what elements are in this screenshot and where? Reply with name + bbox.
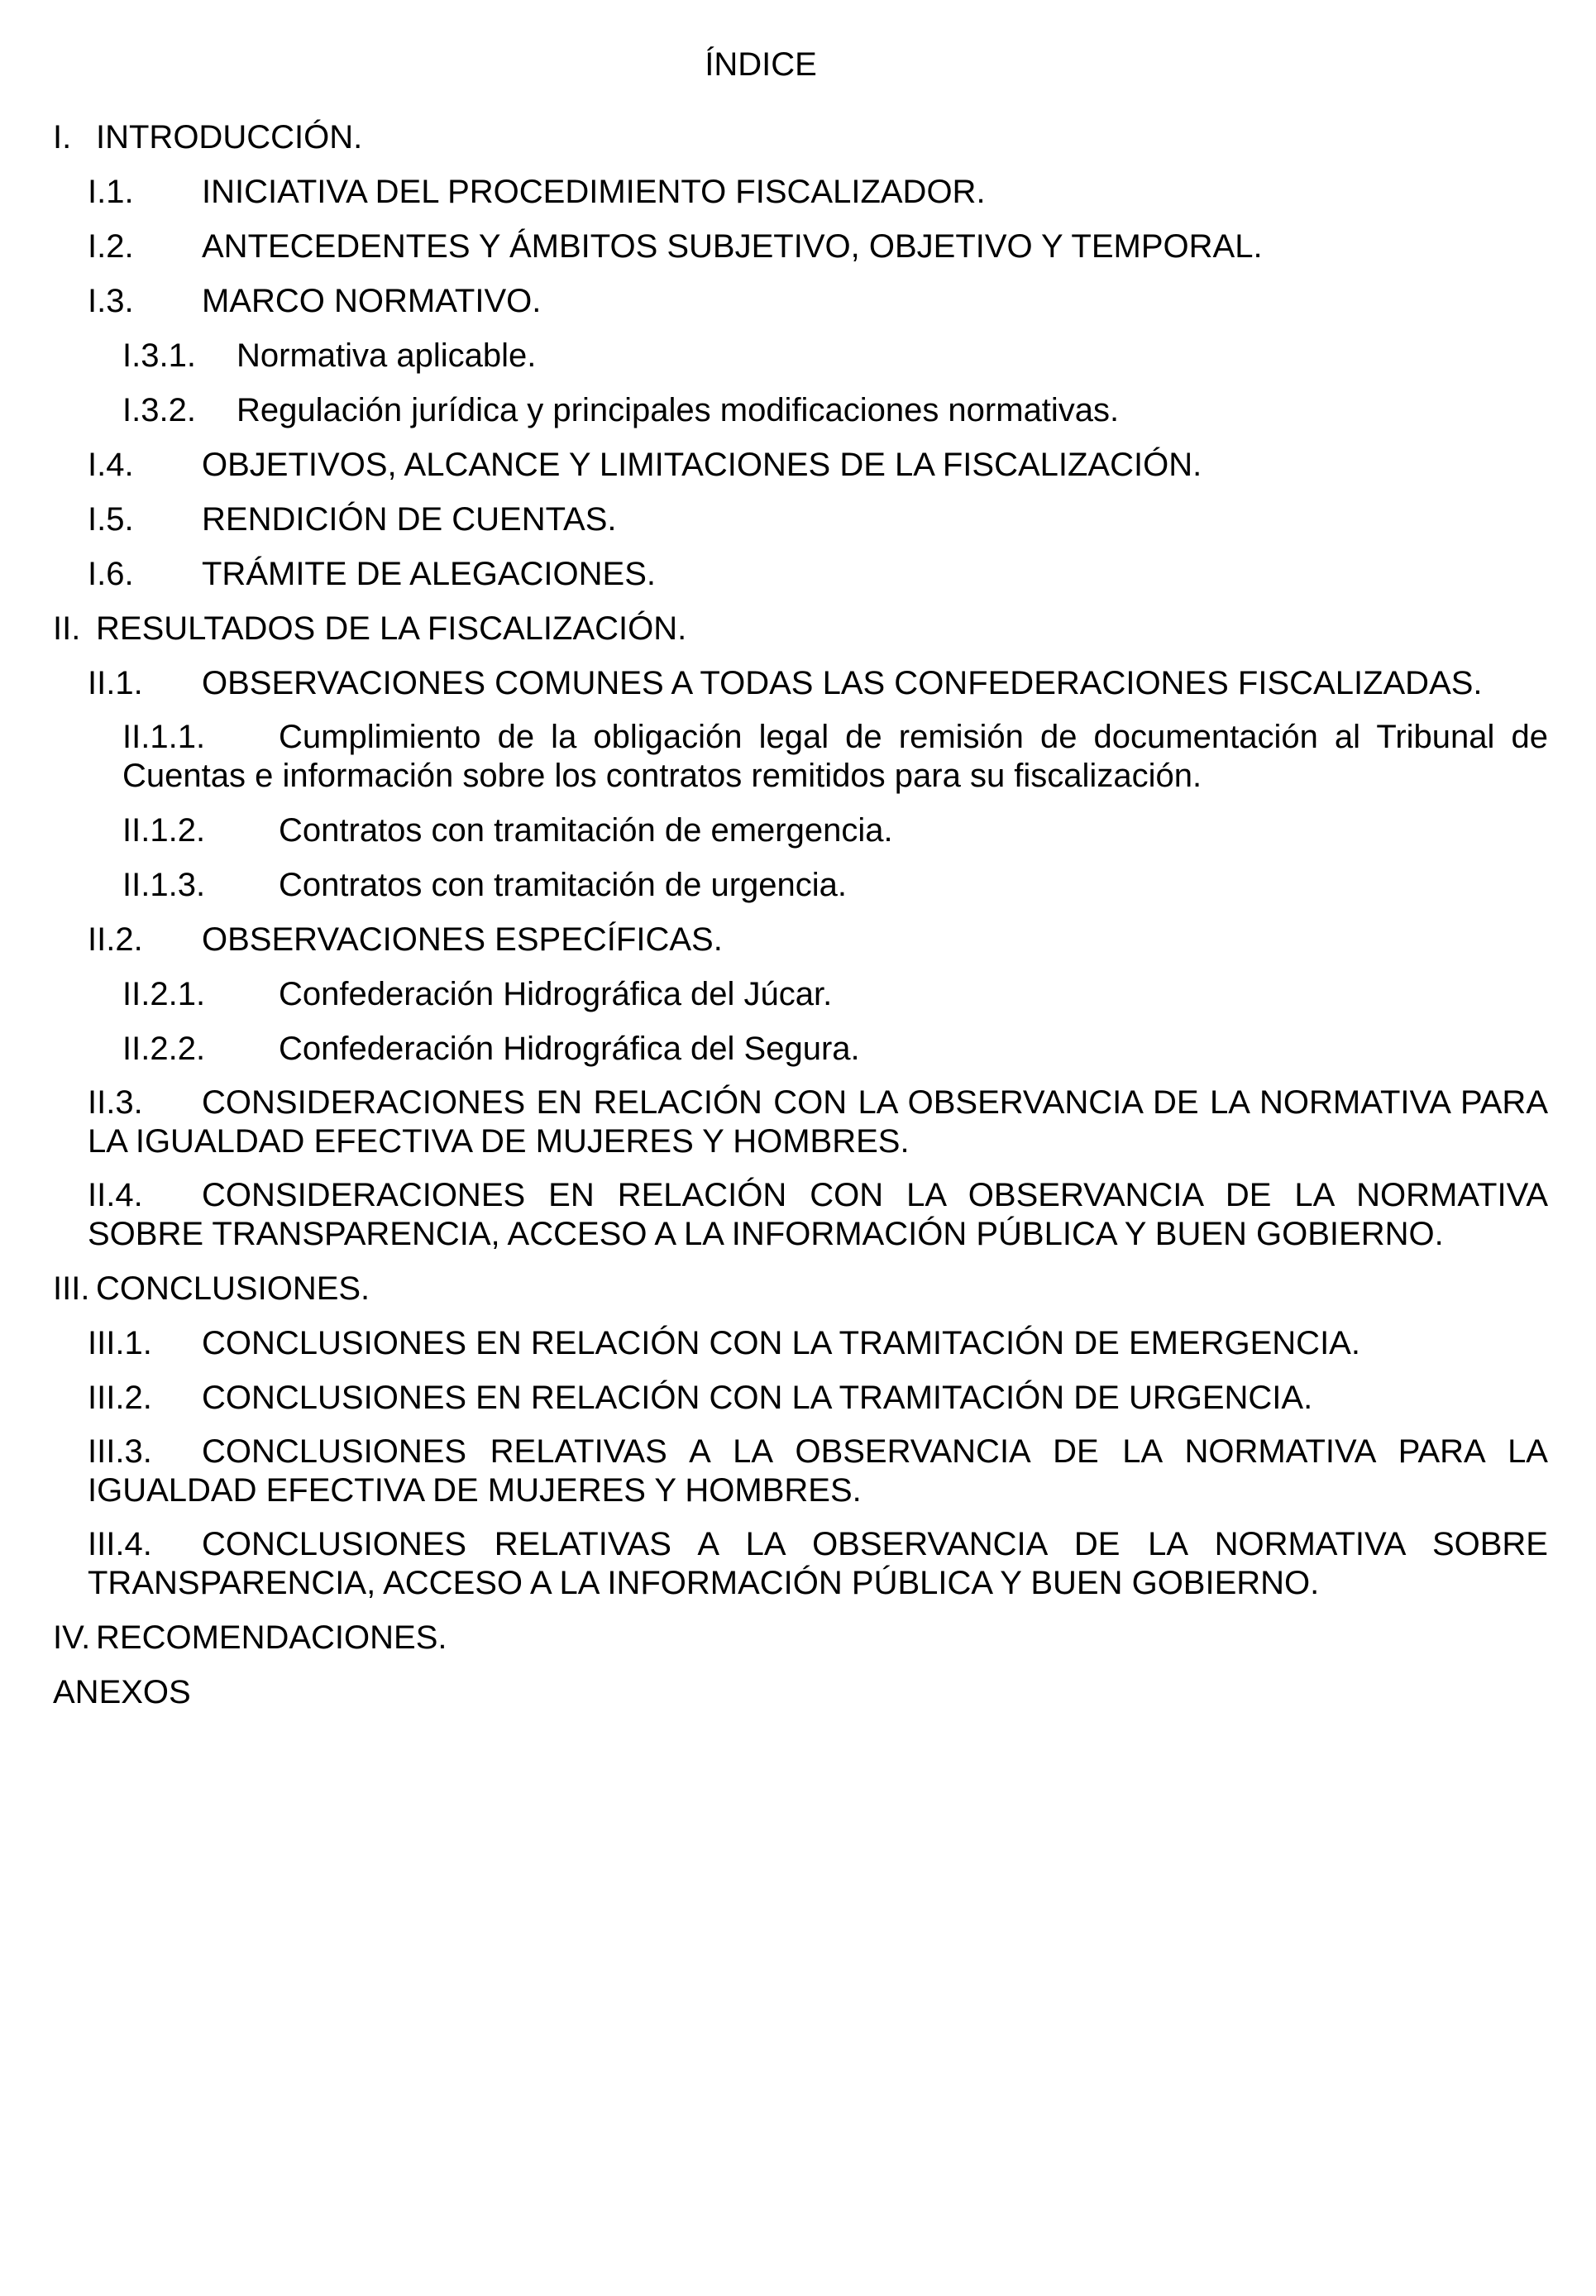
toc-entry-text: CONCLUSIONES EN RELACIÓN CON LA TRAMITACIÓN DE URGENCIA. [202, 1380, 1313, 1416]
toc-entry-text: Normativa aplicable. [237, 337, 537, 374]
toc-entry-jucar [53, 974, 1548, 1014]
toc-entry-text: Regulación jurídica y principales modificaciones normativas. [237, 392, 1120, 428]
toc-entry-text: RECOMENDACIONES. [96, 1619, 447, 1656]
toc-entry-text: ANTECEDENTES Y ÁMBITOS SUBJETIVO, OBJETIVO Y TEMPORAL. [202, 228, 1263, 265]
toc-entry-igualdad [53, 1083, 1548, 1161]
toc-entry-number: I.3.1. [122, 337, 196, 374]
toc-entry-text: CONSIDERACIONES EN RELACIÓN CON LA OBSERVANCIA DE LA NORMATIVA PARA LA IGUALDAD EFECTIVA DE MUJERES Y HOMBRES. [88, 1084, 1548, 1160]
toc-entry-segura [53, 1029, 1548, 1069]
table-of-contents [53, 117, 1548, 1727]
toc-entry-conclusiones-transparencia [53, 1525, 1548, 1603]
toc-entry-introduccion [53, 117, 1548, 157]
toc-entry-text: Contratos con tramitación de urgencia. [279, 867, 848, 903]
toc-entry-text: RESULTADOS DE LA FISCALIZACIÓN. [96, 610, 687, 647]
toc-entry-conclusiones-igualdad [53, 1433, 1548, 1510]
toc-entry-objetivos [53, 445, 1548, 485]
toc-entry-number: II.2. [88, 921, 143, 958]
toc-entry-number: II.4. [88, 1177, 143, 1213]
toc-entry-text: Cumplimiento de la obligación legal de remisión de documentación al Tribunal de Cuentas e información sobre los contratos remitidos para su fiscalización. [122, 719, 1548, 794]
toc-entry-normativa-aplicable [53, 336, 1548, 375]
toc-entry-text: OBSERVACIONES COMUNES A TODAS LAS CONFEDERACIONES FISCALIZADAS. [202, 665, 1483, 701]
toc-entry-text: CONCLUSIONES RELATIVAS A LA OBSERVANCIA DE LA NORMATIVA PARA LA IGUALDAD EFECTIVA DE MUJERES Y HOMBRES. [88, 1433, 1548, 1509]
toc-entry-iniciativa [53, 172, 1548, 212]
toc-entry-text: MARCO NORMATIVO. [202, 283, 542, 319]
toc-entry-marco-normativo [53, 281, 1548, 321]
toc-entry-observaciones-especificas [53, 920, 1548, 959]
toc-entry-number: I.6. [88, 556, 134, 592]
toc-entry-number: III.3. [88, 1433, 152, 1470]
toc-entry-number: III.4. [88, 1526, 152, 1562]
toc-entry-number: I.2. [88, 228, 134, 265]
toc-entry-number: II.2.2. [122, 1031, 206, 1067]
toc-entry-text: TRÁMITE DE ALEGACIONES. [202, 556, 657, 592]
toc-entry-resultados [53, 609, 1548, 648]
toc-entry-number: II.3. [88, 1084, 143, 1121]
toc-entry-number: II.2.1. [122, 976, 206, 1012]
toc-entry-text: Confederación Hidrográfica del Júcar. [279, 976, 833, 1012]
toc-entry-urgencia [53, 865, 1548, 905]
toc-entry-number: III.2. [88, 1380, 152, 1416]
toc-entry-text: Confederación Hidrográfica del Segura. [279, 1031, 860, 1067]
toc-entry-transparencia [53, 1176, 1548, 1254]
toc-entry-text: OBSERVACIONES ESPECÍFICAS. [202, 921, 723, 958]
toc-entry-number: II.1.1. [122, 719, 206, 755]
toc-entry-text: CONCLUSIONES RELATIVAS A LA OBSERVANCIA DE LA NORMATIVA SOBRE TRANSPARENCIA, ACCESO A LA INFORMACIÓN PÚBLICA Y BUEN GOBIERNO. [88, 1526, 1548, 1601]
toc-entry-number: I.3. [88, 283, 134, 319]
toc-entry-text: CONCLUSIONES EN RELACIÓN CON LA TRAMITACIÓN DE EMERGENCIA. [202, 1325, 1360, 1361]
toc-entry-conclusiones-emergencia [53, 1323, 1548, 1363]
toc-entry-number: II.1.3. [122, 867, 206, 903]
toc-entry-alegaciones [53, 554, 1548, 594]
toc-entry-number: I.1. [88, 174, 134, 210]
toc-entry-recomendaciones [53, 1618, 1548, 1657]
toc-entry-text: CONCLUSIONES. [96, 1270, 370, 1307]
toc-entry-number: III.1. [88, 1325, 152, 1361]
toc-entry-number: II. [53, 610, 81, 647]
toc-entry-conclusiones [53, 1269, 1548, 1308]
toc-entry-anexos [53, 1672, 1548, 1712]
toc-entry-text: INICIATIVA DEL PROCEDIMIENTO FISCALIZADOR. [202, 174, 986, 210]
toc-entry-number: I.4. [88, 447, 134, 483]
toc-entry-observaciones-comunes [53, 663, 1548, 703]
toc-entry-rendicion [53, 500, 1548, 539]
toc-entry-number: II.1. [88, 665, 143, 701]
toc-entry-antecedentes [53, 227, 1548, 266]
toc-entry-text: RENDICIÓN DE CUENTAS. [202, 501, 617, 538]
toc-entry-number: II.1.2. [122, 812, 206, 849]
toc-entry-text: OBJETIVOS, ALCANCE Y LIMITACIONES DE LA FISCALIZACIÓN. [202, 447, 1202, 483]
toc-entry-number: IV. [53, 1619, 91, 1656]
page-title: ÍNDICE [705, 46, 817, 83]
toc-entry-cumplimiento [53, 718, 1548, 796]
toc-entry-number: I.3.2. [122, 392, 196, 428]
toc-entry-text: CONSIDERACIONES EN RELACIÓN CON LA OBSERVANCIA DE LA NORMATIVA SOBRE TRANSPARENCIA, ACCESO A LA INFORMACIÓN PÚBLICA Y BUEN GOBIERNO. [88, 1177, 1548, 1252]
toc-entry-text: ANEXOS [53, 1674, 191, 1710]
toc-entry-number: III. [53, 1270, 90, 1307]
toc-entry-emergencia [53, 811, 1548, 850]
toc-entry-regulacion-juridica [53, 390, 1548, 430]
toc-entry-number: I.5. [88, 501, 134, 538]
toc-entry-number: I. [53, 119, 72, 155]
toc-entry-text: INTRODUCCIÓN. [96, 119, 363, 155]
toc-entry-text: Contratos con tramitación de emergencia. [279, 812, 893, 849]
toc-entry-conclusiones-urgencia [53, 1378, 1548, 1418]
